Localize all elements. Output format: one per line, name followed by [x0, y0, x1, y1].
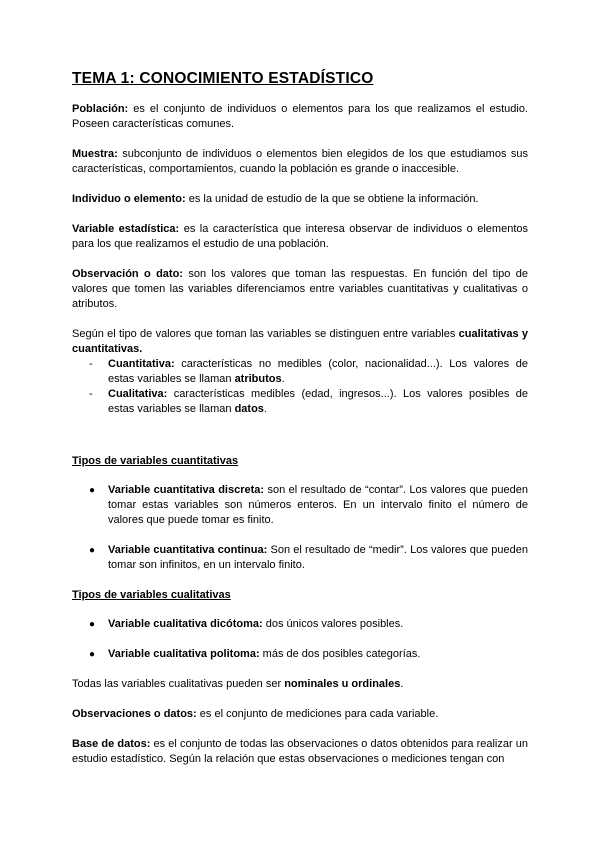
term: Muestra:	[72, 148, 118, 160]
bullet-icon: ●	[89, 485, 96, 496]
definition-text: es el conjunto de mediciones para cada variable.	[196, 708, 439, 720]
item-text: características no medibles (color, nacionalidad...). Los valores de estas variables se llaman	[108, 358, 528, 385]
definition-observaciones	[72, 707, 528, 722]
list-item	[72, 387, 528, 417]
variable-kinds-list	[72, 357, 528, 417]
cualitativas-note	[72, 677, 528, 692]
definition-text: son los valores que toman las respuestas. En función del tipo de valores que tomen las variables diferenciamos entre variables cuantitativas y cualitativas o atributos.	[72, 268, 528, 310]
definition-observacion	[72, 267, 528, 312]
definition-text: es la característica que interesa observar de individuos o elementos para los que realizamos el estudio de una población.	[72, 223, 528, 250]
section-heading-cualitativas: Tipos de variables cualitativas	[72, 589, 231, 601]
intro-text: Según el tipo de valores que toman las variables se distinguen entre variables	[72, 328, 459, 340]
intro-bold: cualitativas y cuantitativas.	[72, 328, 528, 355]
definition-base-datos	[72, 737, 528, 767]
bullet-icon: ●	[89, 619, 96, 630]
term: Individuo o elemento:	[72, 193, 186, 205]
cuantitativas-list	[72, 483, 528, 573]
item-text: más de dos posibles categorías.	[259, 648, 421, 660]
section-heading-cuantitativas: Tipos de variables cuantitativas	[72, 455, 239, 467]
definition-text: subconjunto de individuos o elementos bien elegidos de los que estudiamos sus características, comportamientos, cuando la población es grande o inaccesible.	[72, 148, 528, 175]
item-text: Son el resultado de “medir”. Los valores que pueden tomar son infinitos, en un intervalo finito.	[108, 544, 528, 571]
list-item	[72, 543, 528, 573]
bullet-icon: ●	[89, 545, 96, 556]
item-text: características medibles (edad, ingresos...). Los valores posibles de estas variables se llaman	[108, 388, 528, 415]
note-text: Todas las variables cualitativas pueden ser	[72, 678, 285, 690]
note-bold: nominales u ordinales	[284, 678, 401, 690]
bullet-icon: ●	[89, 649, 96, 660]
document-page	[72, 70, 528, 767]
item-end: .	[281, 373, 285, 385]
variables-types-intro	[72, 327, 528, 357]
item-bold: atributos	[234, 373, 282, 385]
item-bold: datos	[234, 403, 264, 415]
term: Variable estadística:	[72, 223, 180, 235]
term: Base de datos:	[72, 738, 151, 750]
term: Variable cualitativa dicótoma:	[108, 618, 263, 630]
cualitativas-list	[72, 617, 528, 662]
dash-marker: -	[89, 358, 93, 370]
definition-individuo	[72, 192, 528, 207]
page-title: TEMA 1: CONOCIMIENTO ESTADÍSTICO	[72, 70, 374, 87]
list-item	[72, 647, 528, 662]
definition-muestra	[72, 147, 528, 177]
term: Variable cualitativa politoma:	[108, 648, 260, 660]
definition-poblacion	[72, 102, 528, 132]
term: Variable cuantitativa discreta:	[108, 484, 265, 496]
term: Cualitativa:	[108, 388, 168, 400]
item-text: dos únicos valores posibles.	[262, 618, 404, 630]
definition-variable	[72, 222, 528, 252]
list-item	[72, 617, 528, 632]
note-end: .	[400, 678, 404, 690]
list-item	[72, 357, 528, 387]
definition-text: es el conjunto de individuos o elementos para los que realizamos el estudio. Poseen características comunes.	[72, 103, 528, 130]
term: Observaciones o datos:	[72, 708, 197, 720]
term: Cuantitativa:	[108, 358, 175, 370]
list-item	[72, 483, 528, 528]
term: Observación o dato:	[72, 268, 183, 280]
item-text: son el resultado de “contar”. Los valores que pueden tomar estas variables son números enteros. En un intervalo finito el número de valores que puede tomar es finito.	[108, 484, 528, 526]
definition-text: es la unidad de estudio de la que se obtiene la información.	[185, 193, 479, 205]
item-end: .	[263, 403, 267, 415]
definition-text: es el conjunto de todas las observaciones o datos obtenidos para realizar un estudio estadístico. Según la relación que estas observaciones o mediciones tengan con	[72, 738, 528, 765]
term: Población:	[72, 103, 129, 115]
term: Variable cuantitativa continua:	[108, 544, 268, 556]
dash-marker: -	[89, 388, 93, 400]
